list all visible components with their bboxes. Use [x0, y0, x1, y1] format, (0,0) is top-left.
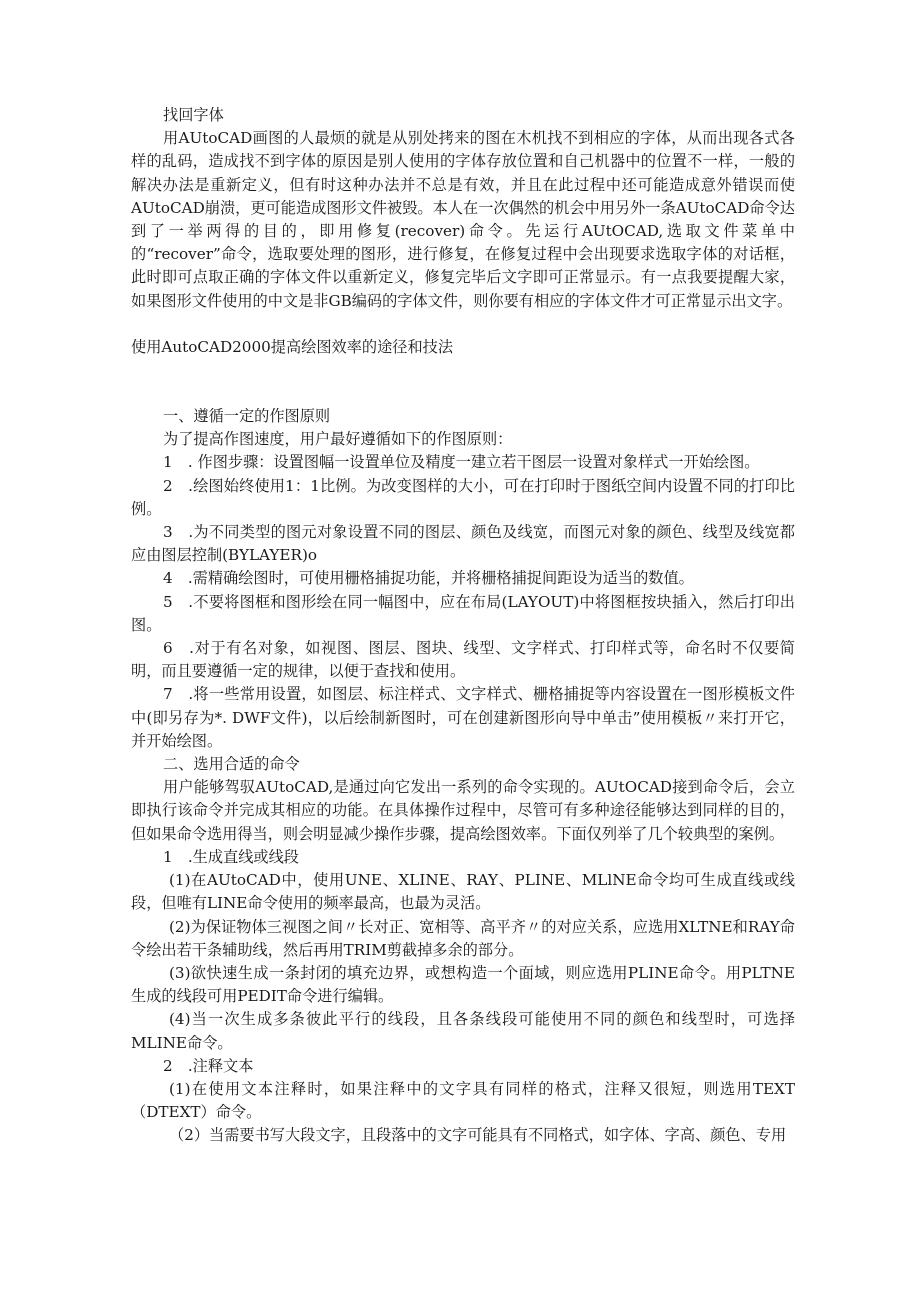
principle-item: 6 .对于有名对象，如视图、图层、图块、线型、文字样式、打印样式等，命名时不仅要简明，而且要遵循一定的规律，以便于查找和使用。 — [131, 639, 795, 681]
line-command-item: (2)为保证物体三视图之间〃长对正、宽相等、高平齐〃的对应关系，应选用XLTNE和RAY命令绘出若干条辅助线，然后再用TRIM剪截掉多余的部分。 — [131, 917, 795, 959]
principle-item: 1 . 作图步骤：设置图幅一设置单位及精度一建立若干图层一设置对象样式一开始绘图。 — [163, 453, 760, 472]
part2-heading: 二、选用合适的命令 — [163, 755, 300, 774]
part1-heading: 一、遵循一定的作图原则 — [163, 407, 331, 426]
spacer — [131, 313, 795, 336]
section-heading-recover-font: 找回字体 — [163, 106, 224, 124]
text-command-item: （2）当需要书写大段文字，且段落中的文字可能具有不同格式，如字体、字高、颜色、专用 — [169, 1126, 787, 1145]
principle-item: 2 .绘图始终使用1：1比例。为改变图样的大小，可在打印时于图纸空间内设置不同的打印比例。 — [131, 476, 795, 518]
part2-intro: 用户能够驾驭AUtoCAD,是通过向它发出一系列的命令实现的。AUtOCAD接到命令后，会立即执行该命令并完成其相应的功能。在具体操作过程中，尽管可有多种途径能够达到同样的目的，但如果命令选用得当，则会明显减少操作步骤，提高绘图效率。下面仅列举了几个较典型的案例。 — [131, 778, 795, 843]
sub1-heading: 1 .生成直线或线段 — [163, 847, 299, 866]
article-title: 使用AutoCAD2000提高绘图效率的途径和技法 — [131, 337, 454, 356]
sub2-heading: 2 .注释文本 — [163, 1056, 254, 1075]
paragraph-recover-font: 用AUtoCAD画图的人最烦的就是从别处拷来的图在木机找不到相应的字体，从而出现各式各样的乱码，造成找不到字体的原因是别人使用的字体存放位置和自己机器中的位置不一样，一般的解决办法是重新定义，但有时这种办法并不总是有效，并且在此过程中还可能造成意外错误而使AUtoCAD崩溃，更可能造成图形文件被毁。本人在一次偶然的机会中用另外一条AUtoCAD命令达到了一举两得的目的，即用修复(recover)命令。先运行AUtOCAD,选取文件菜单中的“recover”命令，选取要处理的图形，进行修复，在修复过程中会出现要求选取字体的对话框，此时即可点取正确的字体文件以重新定义，修复完毕后文字即可正常显示。有一点我要提醒大家，如果图形文件使用的中文是非GB编码的字体文件，则你要有相应的字体文件才可正常显示出文字。 — [131, 129, 795, 310]
principle-item: 4 .需精确绘图时，可使用栅格捕捉功能，并将栅格捕捉间距设为适当的数值。 — [163, 569, 694, 588]
line-command-item: (3)欲快速生成一条封闭的填充边界，或想构造一个面域，则应选用PLINE命令。用PLTNE生成的线段可用PEDIT命令进行编辑。 — [131, 963, 795, 1006]
principle-item: 3 .为不同类型的图元对象设置不同的图层、颜色及线宽，而图元对象的颜色、线型及线宽都应由图层控制(BYLAYER)o — [131, 523, 795, 565]
document-page — [131, 104, 795, 1148]
spacer — [131, 359, 795, 405]
principle-item: 5 .不要将图框和图形绘在同一幅图中，应在布局(LAYOUT)中将图框按块插入，然后打印出图。 — [131, 592, 795, 634]
text-command-item: (1)在使用文本注释时，如果注释中的文字具有同样的格式，注释又很短，则选用TEXT（DTEXT）命令。 — [131, 1079, 795, 1122]
line-command-item: (1)在AUtoCAD中，使用UNE、XLINE、RAY、PLINE、MLlNE命令均可生成直线或线段，但唯有LINE命令使用的频率最高，也最为灵活。 — [131, 871, 795, 913]
line-command-item: (4)当一次生成多条彼此平行的线段，且各条线段可能使用不同的颜色和线型时，可选择MLINE命令。 — [131, 1010, 795, 1052]
principle-item: 7 .将一些常用设置，如图层、标注样式、文字样式、栅格捕捉等内容设置在一图形模板文件中(即另存为*. DWF文件)，以后绘制新图时，可在创建新图形向导中单击”使用模板〃来打开它，并开始绘图。 — [131, 685, 795, 750]
part1-intro: 为了提高作图速度，用户最好遵循如下的作图原则： — [163, 430, 513, 449]
